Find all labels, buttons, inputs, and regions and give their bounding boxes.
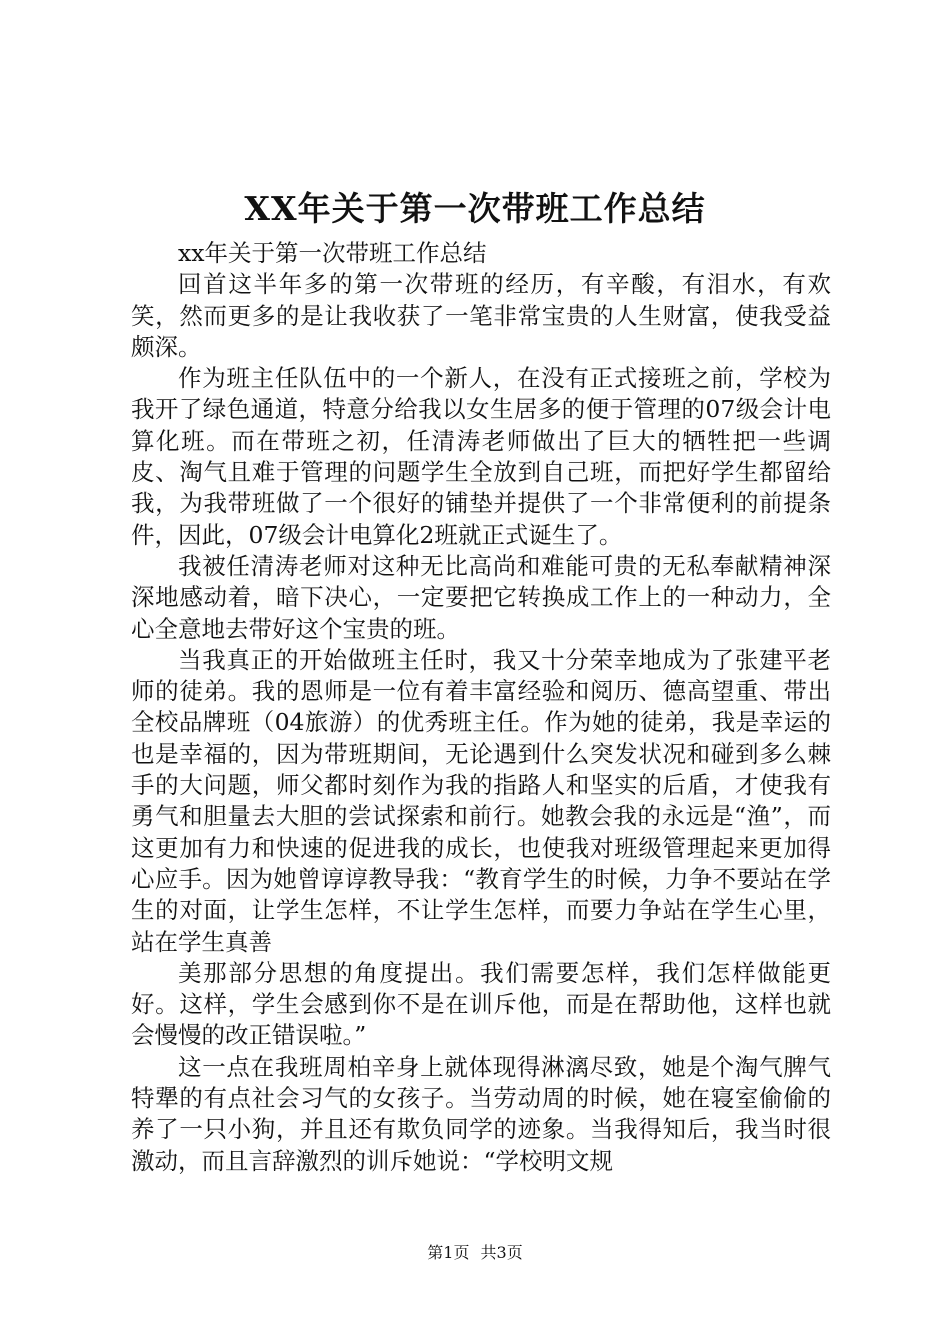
document-body — [131, 238, 831, 1177]
page-footer — [0, 1241, 950, 1265]
page-number: 第1页 — [427, 1243, 470, 1262]
page-total: 共3页 — [480, 1243, 523, 1262]
paragraph: 作为班主任队伍中的一个新人，在没有正式接班之前，学校为我开了绿色通道，特意分给我以女生居多的便于管理的07级会计电算化班。而在带班之初，任清涛老师做出了巨大的牺牲把一些调皮、淘气且难于管理的问题学生全放到自己班，而把好学生都留给我，为我带班做了一个很好的铺垫并提供了一个非常便利的前提条件，因此，07级会计电算化2班就正式诞生了。 — [131, 364, 831, 549]
document-title: XX年关于第一次带班工作总结 — [244, 189, 706, 228]
paragraph: 回首这半年多的第一次带班的经历，有辛酸，有泪水，有欢笑，然而更多的是让我收获了一笔非常宝贵的人生财富，使我受益颇深。 — [131, 270, 831, 361]
paragraph: 这一点在我班周柏辛身上就体现得淋漓尽致，她是个淘气脾气特犟的有点社会习气的女孩子。当劳动周的时候，她在寝室偷偷的养了一只小狗，并且还有欺负同学的迹象。当我得知后，我当时很激动，而且言辞激烈的训斥她说：“学校明文规 — [131, 1052, 831, 1175]
paragraph: 当我真正的开始做班主任时，我又十分荣幸地成为了张建平老师的徒弟。我的恩师是一位有着丰富经验和阅历、德高望重、带出全校品牌班（04旅游）的优秀班主任。作为她的徒弟，我是幸运的也是幸福的，因为带班期间，无论遇到什么突发状况和碰到多么棘手的大问题，师父都时刻作为我的指路人和坚实的后盾，才使我有勇气和胆量去大胆的尝试探索和前行。她教会我的永远是“渔”，而这更加有力和快速的促进我的成长，也使我对班级管理起来更加得心应手。因为她曾谆谆教导我：“教育学生的时候，力争不要站在学生的对面，让学生怎样，不让学生怎样，而要力争站在学生心里，站在学生真善 — [131, 645, 831, 956]
paragraph: 美那部分思想的角度提出。我们需要怎样，我们怎样做能更好。这样，学生会感到你不是在训斥他，而是在帮助他，这样也就会慢慢的改正错误啦。” — [131, 958, 831, 1050]
paragraph-subtitle: xx年关于第一次带班工作总结 — [178, 239, 487, 267]
paragraph: 我被任清涛老师对这种无比高尚和难能可贵的无私奉献精神深深地感动着，暗下决心，一定要把它转换成工作上的一种动力，全心全意地去带好这个宝贵的班。 — [131, 551, 831, 643]
